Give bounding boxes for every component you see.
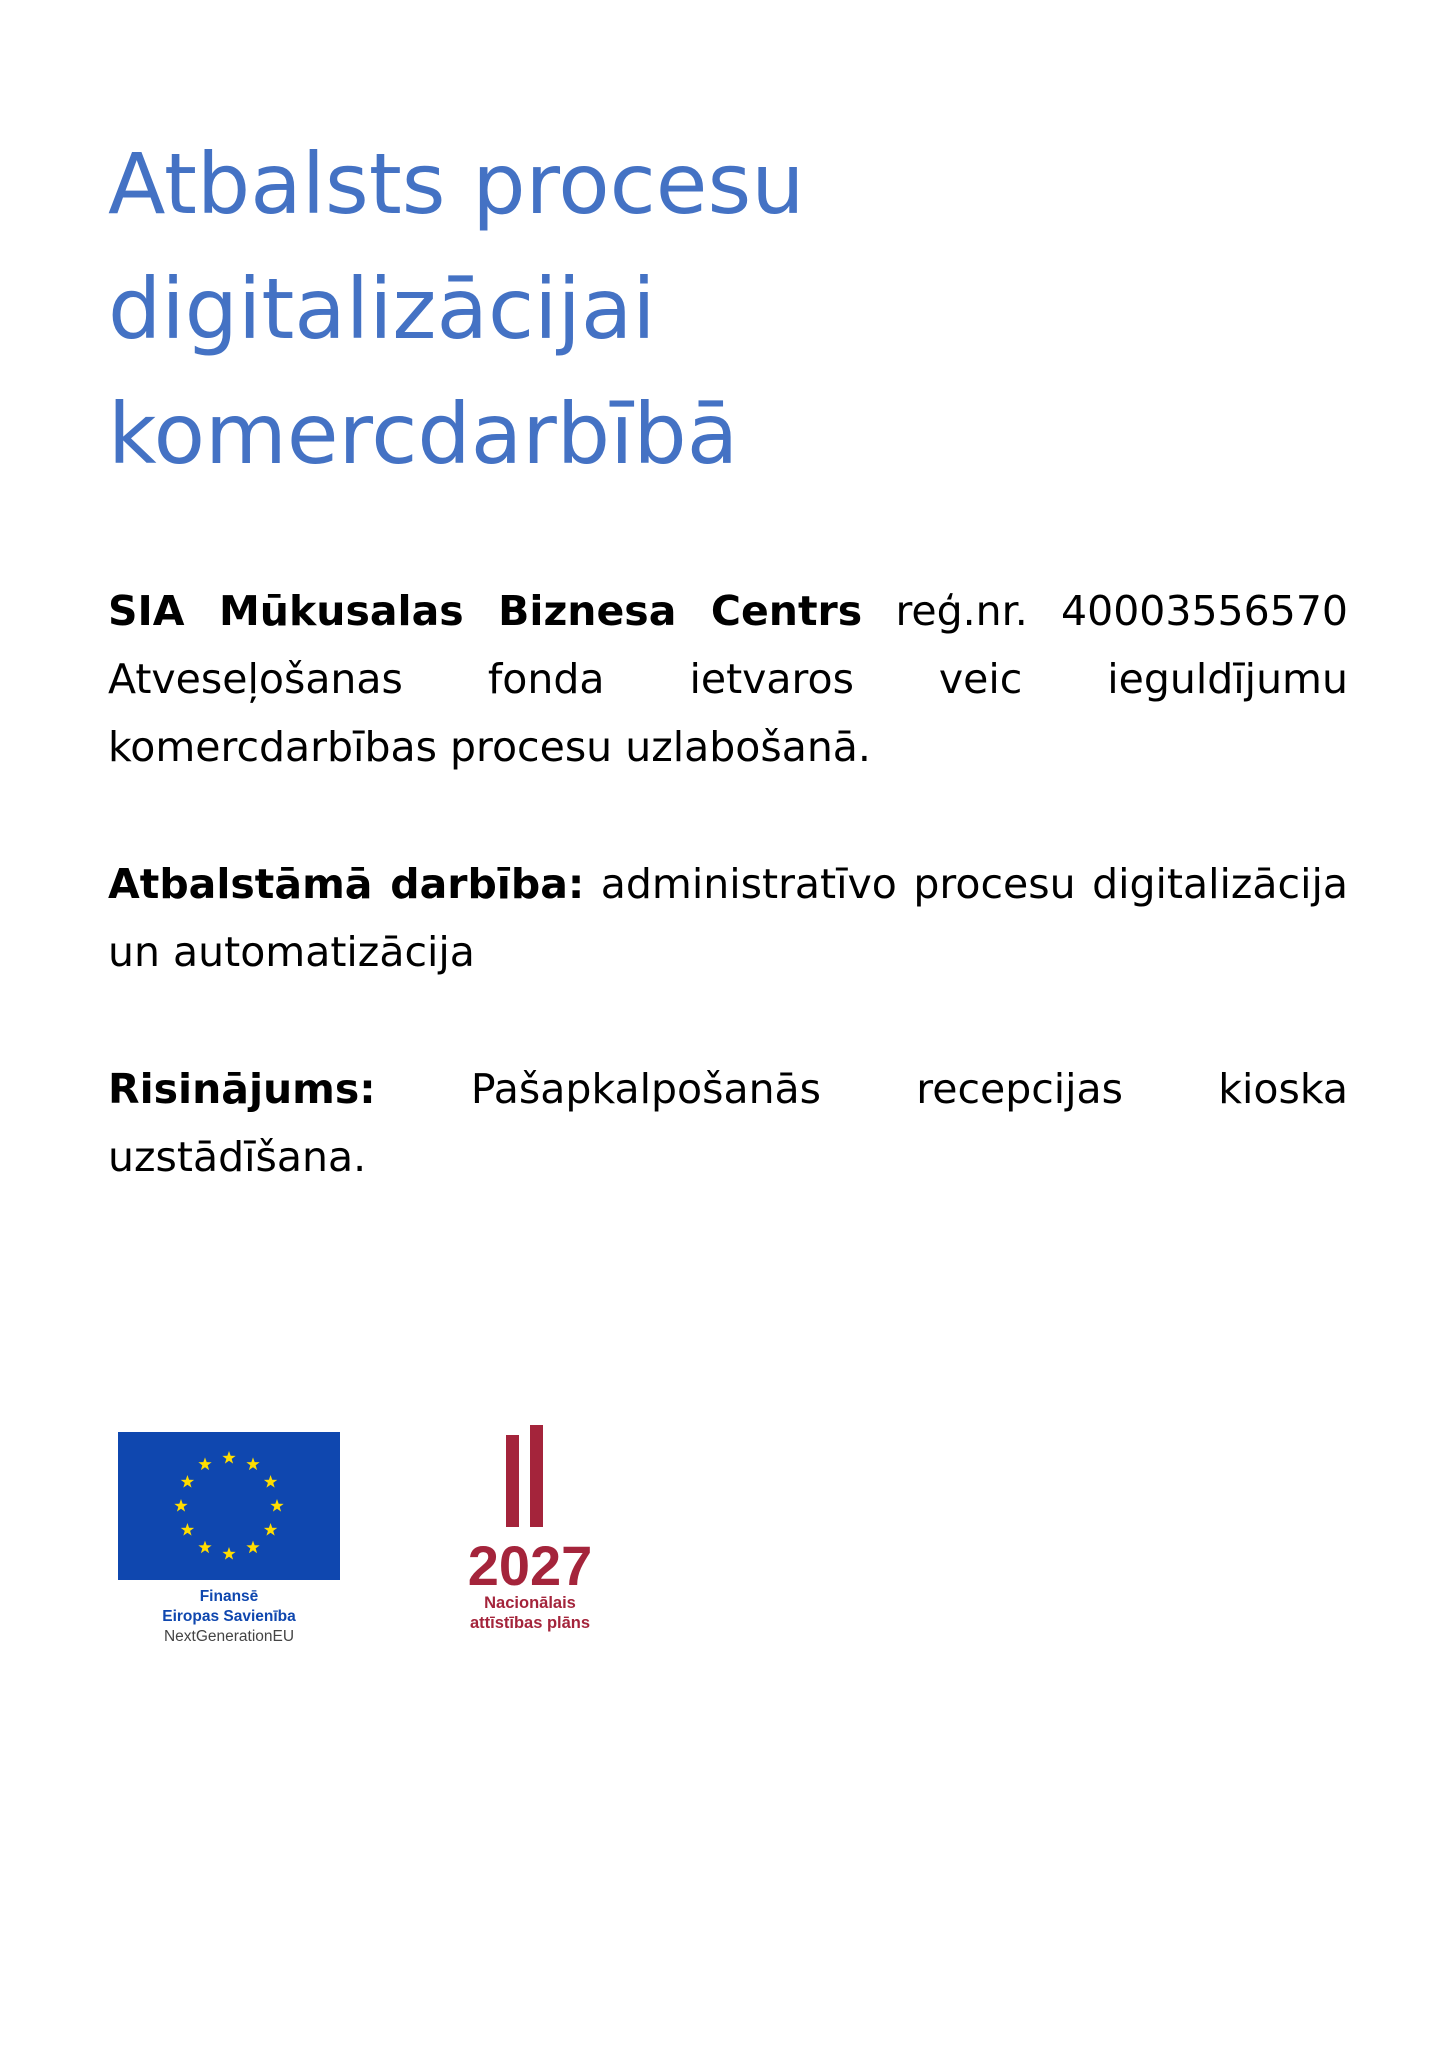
eu-caption-line-2: Eiropas Savienība xyxy=(162,1608,296,1625)
eu-star-icon xyxy=(264,1475,277,1488)
company-description: reģ.nr. 40003556570 Atveseļošanas fonda ietvaros veic ieguldījumu komercdarbības procesu uzlabošanā. xyxy=(108,587,1348,771)
solution-paragraph xyxy=(108,1055,1348,1191)
eu-flag-icon xyxy=(118,1432,340,1580)
eu-star-icon xyxy=(246,1541,259,1554)
company-paragraph xyxy=(108,577,1348,781)
national-development-plan-logo xyxy=(440,1425,620,1645)
eu-star-icon xyxy=(181,1475,194,1488)
nap-caption xyxy=(440,1593,620,1633)
eu-star-icon xyxy=(222,1547,235,1560)
nap-2027-mark-icon xyxy=(440,1425,620,1593)
page-title xyxy=(108,122,1348,497)
title-line-1: Atbalsts procesu xyxy=(108,135,805,233)
eu-star-icon xyxy=(246,1457,259,1470)
eu-star-icon xyxy=(198,1541,211,1554)
eu-star-icon xyxy=(222,1451,235,1464)
nap-caption-line-2: attīstības plāns xyxy=(469,1614,591,1632)
solution-label: Risinājums: xyxy=(108,1065,376,1113)
eu-funding-caption xyxy=(118,1587,340,1647)
eu-caption-line-3: NextGenerationEU xyxy=(163,1628,295,1645)
supported-activity-text: administratīvo procesu digitalizācija un automatizācija xyxy=(108,860,1348,976)
eu-star-icon xyxy=(198,1457,211,1470)
eu-funding-logo xyxy=(118,1432,340,1654)
title-line-3: komercdarbībā xyxy=(108,385,739,483)
nap-caption-line-1: Nacionālais xyxy=(484,1594,576,1612)
eu-caption-line-1: Finansē xyxy=(199,1588,259,1605)
solution-text: Pašapkalpošanās recepcijas kioska uzstādīšana. xyxy=(108,1065,1348,1181)
nap-year: 2027 xyxy=(467,1534,593,1593)
supported-activity-paragraph xyxy=(108,850,1348,986)
company-name: SIA Mūkusalas Biznesa Centrs xyxy=(108,587,863,635)
title-line-2: digitalizācijai xyxy=(108,260,656,358)
eu-star-icon xyxy=(270,1499,283,1512)
eu-star-icon xyxy=(174,1499,187,1512)
eu-star-icon xyxy=(181,1523,194,1536)
supported-activity-label: Atbalstāmā darbība: xyxy=(108,860,585,908)
eu-star-icon xyxy=(264,1523,277,1536)
